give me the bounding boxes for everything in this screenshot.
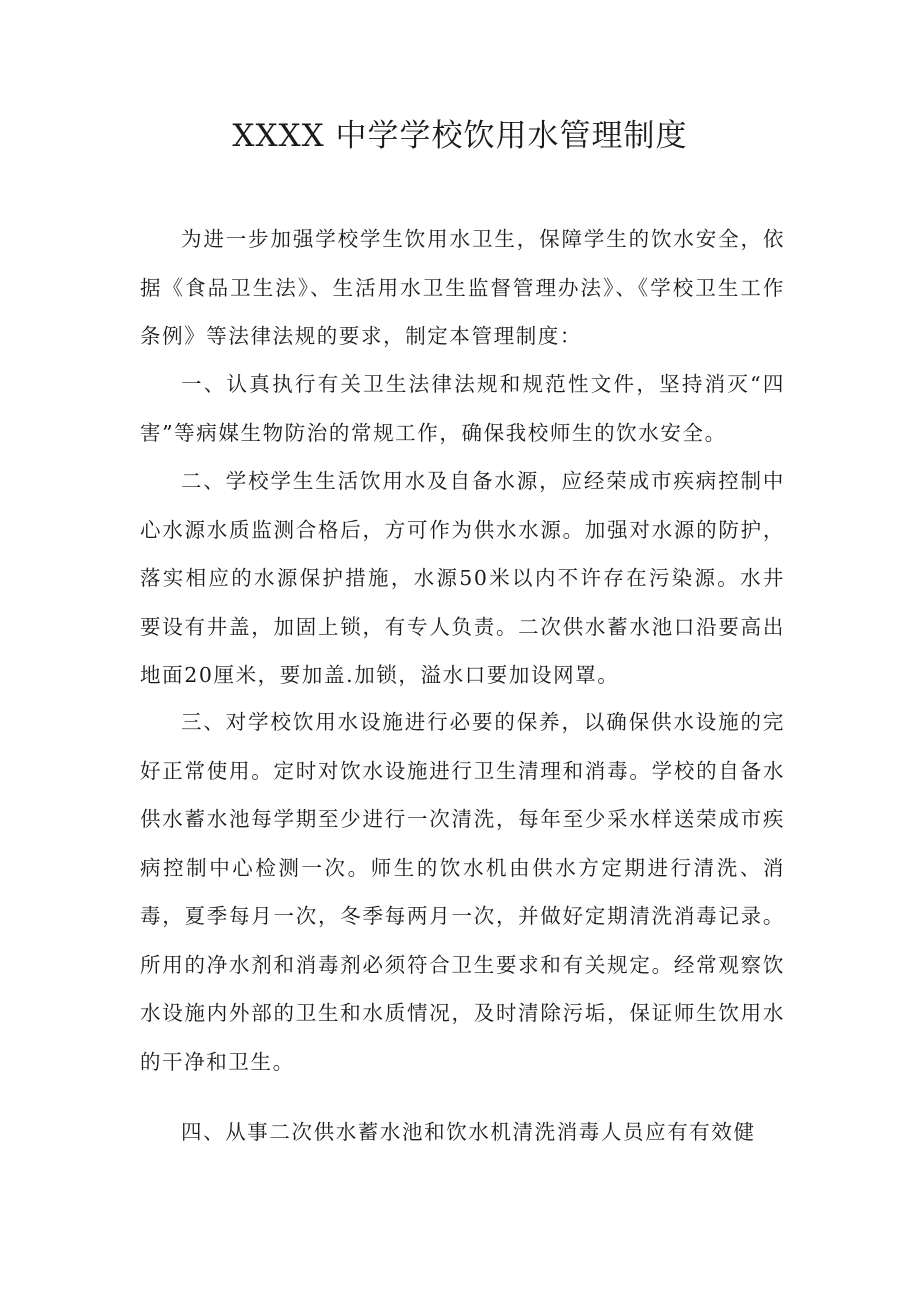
paragraph-intro: 为进一步加强学校学生饮用水卫生，保障学生的饮水安全，依据《食品卫生法》、生活用水卫生监督管理办法》、《学校卫生工作条例》等法律法规的要求，制定本管理制度： [140,227,785,348]
paragraph-clause-3: 三、对学校饮用水设施进行必要的保养，以确保供水设施的完好正常使用。定时对饮水设施进行卫生清理和消毒。学校的自备水供水蓄水池每学期至少进行一次清洗，每年至少采水样送荣成市疾病控制中心检测一次。师生的饮水机由供水方定期进行清洗、消毒，夏季每月一次，冬季每两月一次，并做好定期清洗消毒记录。所用的净水剂和消毒剂必须符合卫生要求和有关规定。经常观察饮水设施内外部的卫生和水质情况，及时清除污垢，保证师生饮用水的干净和卫生。 [140,710,785,1074]
paragraph-clause-4: 四、从事二次供水蓄水池和饮水机清洗消毒人员应有有效健 [181,1120,756,1144]
paragraph-clause-1: 一、认真执行有关卫生法律法规和规范性文件，坚持消灭“四害”等病媒生物防治的常规工作，确保我校师生的饮水安全。 [140,372,785,445]
paragraph-clause-2: 二、学校学生生活饮用水及自备水源，应经荣成市疾病控制中心水源水质监测合格后，方可作为供水水源。加强对水源的防护，落实相应的水源保护措施，水源50米以内不许存在污染源。水井要设有井盖，加固上锁，有专人负责。二次供水蓄水池口沿要高出地面20厘米，要加盖.加锁，溢水口要加设网罩。 [140,469,785,687]
document-title: XXXX 中学学校饮用水管理制度 [232,118,688,154]
